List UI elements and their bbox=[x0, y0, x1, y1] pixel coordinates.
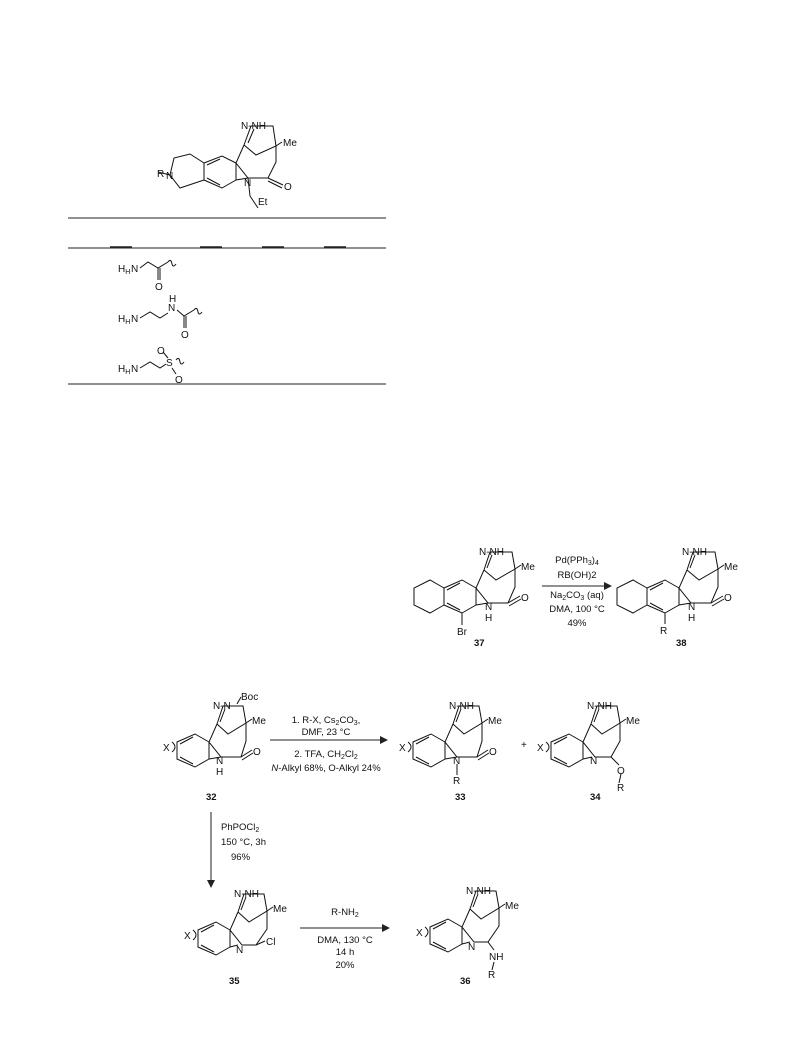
suzuki-cond-yield: 49% bbox=[567, 618, 587, 629]
table-core-lactam-n-label: N bbox=[244, 178, 252, 189]
c38-compound-number: 38 bbox=[676, 638, 687, 649]
svg-text:HH: $H_H$ bbox=[118, 364, 131, 376]
c37-nh-label: N-NH bbox=[479, 547, 504, 558]
alkyl-cond-1: 1. R-X, $Cs_2CO_3$, bbox=[291, 715, 361, 727]
c36-compound-number: 36 bbox=[460, 976, 471, 987]
svg-text:N: N bbox=[131, 364, 139, 375]
suzuki-cond-catalyst: $Pd(PPh_3)_4$ bbox=[555, 555, 599, 567]
c34-n-label: N bbox=[590, 756, 598, 767]
c38-r-label: R bbox=[660, 626, 668, 637]
c34-compound-number: 34 bbox=[590, 792, 601, 803]
compound-38-structure bbox=[617, 552, 724, 624]
suzuki-cond-base: $Na_2CO_3$ (aq) bbox=[550, 590, 604, 602]
c32-nn-label: N-N bbox=[213, 701, 231, 712]
table-core-ring-n-label: N bbox=[166, 171, 174, 182]
c34-o-label: O bbox=[617, 766, 625, 777]
plus-sign: + bbox=[521, 740, 527, 751]
c35-compound-number: 35 bbox=[229, 976, 240, 987]
table-core-structure bbox=[158, 126, 283, 208]
svg-text:O: O bbox=[175, 375, 183, 386]
compound-37-structure bbox=[414, 552, 521, 625]
c36-n-label: N bbox=[468, 942, 476, 953]
c34-me-label: Me bbox=[626, 716, 640, 727]
alkyl-cond-2: DMF, 23 °C bbox=[301, 727, 351, 738]
svg-text:O: O bbox=[155, 282, 163, 293]
table-core-oxo-label: O bbox=[284, 182, 292, 193]
c36-nh-label: N-NH bbox=[466, 886, 491, 897]
c38-me-label: Me bbox=[724, 562, 738, 573]
c38-h-label: H bbox=[688, 613, 696, 624]
amin-cond-4: 20% bbox=[335, 960, 355, 971]
svg-text:O: O bbox=[181, 330, 189, 341]
chlorination-arrowhead bbox=[207, 880, 215, 888]
alkyl-cond-4: N-Alkyl 68%, O-Alkyl 24% bbox=[271, 763, 381, 774]
c37-br-label: Br bbox=[457, 627, 467, 638]
c34-r-label: R bbox=[617, 783, 625, 794]
table-core-nh-label: N-NH bbox=[241, 121, 266, 132]
c35-cl-label: Cl bbox=[266, 937, 276, 948]
chlor-cond-1: PhPOCl$_2$ bbox=[221, 822, 260, 834]
c36-x-label: X bbox=[416, 928, 423, 939]
amination-arrowhead bbox=[382, 924, 390, 932]
table-core-me-label: Me bbox=[283, 138, 297, 149]
suzuki-cond-solvent: DMA, 100 °C bbox=[549, 604, 605, 615]
svg-text:N: N bbox=[168, 303, 176, 314]
c37-compound-number: 37 bbox=[474, 638, 485, 649]
compound-33-structure bbox=[408, 706, 489, 775]
c33-nh-label: N-NH bbox=[449, 701, 474, 712]
suzuki-arrowhead bbox=[604, 582, 612, 590]
c33-r-label: R bbox=[453, 776, 461, 787]
chlor-cond-3: 96% bbox=[231, 852, 251, 863]
c34-nh-label: N-NH bbox=[587, 701, 612, 712]
compound-34-structure bbox=[546, 706, 626, 783]
c34-x-label: X bbox=[537, 743, 544, 754]
svg-text:O: O bbox=[157, 346, 165, 357]
c32-o-label: O bbox=[253, 747, 261, 758]
c33-me-label: Me bbox=[488, 716, 502, 727]
c33-n-label: N bbox=[453, 756, 461, 767]
table-row-3-substituent bbox=[118, 346, 184, 386]
svg-text:S: S bbox=[166, 358, 173, 369]
alkyl-cond-3: 2. TFA, $CH_2Cl_2$ bbox=[294, 749, 358, 761]
table-core-r-label: R bbox=[157, 169, 165, 180]
suzuki-cond-boronic: RB(OH)2 bbox=[557, 570, 597, 581]
c37-h-label: H bbox=[485, 613, 493, 624]
c32-x-label: X bbox=[163, 743, 170, 754]
table-row-1-substituent bbox=[118, 260, 176, 293]
c37-me-label: Me bbox=[521, 562, 535, 573]
c35-me-label: Me bbox=[273, 904, 287, 915]
c33-compound-number: 33 bbox=[455, 792, 466, 803]
c38-n-label: N bbox=[688, 602, 696, 613]
c35-x-label: X bbox=[184, 931, 191, 942]
svg-text:HH: $H_H$ bbox=[118, 314, 131, 326]
table-core-et-label: Et bbox=[258, 197, 268, 208]
c33-x-label: X bbox=[399, 743, 406, 754]
amin-cond-2: DMA, 130 °C bbox=[317, 935, 373, 946]
c35-n-label: N bbox=[236, 945, 244, 956]
compound-35-structure bbox=[193, 894, 276, 955]
c37-o-label: O bbox=[521, 593, 529, 604]
c32-boc-label: Boc bbox=[241, 692, 259, 703]
c32-h-label: H bbox=[216, 767, 224, 778]
svg-text:N: N bbox=[131, 264, 139, 275]
c38-o-label: O bbox=[724, 593, 732, 604]
svg-text:H: H bbox=[169, 294, 177, 305]
svg-text:HH: $H_H$ bbox=[118, 264, 131, 276]
amin-cond-1: $R-NH_2$ bbox=[331, 907, 359, 919]
c32-n-label: N bbox=[216, 756, 224, 767]
c36-amine-nh-label: NH bbox=[489, 952, 504, 963]
c36-r-label: R bbox=[488, 970, 496, 981]
chlor-cond-2: 150 °C, 3h bbox=[221, 837, 266, 848]
c33-o-label: O bbox=[489, 747, 497, 758]
table-row-2-substituent bbox=[118, 294, 202, 341]
c37-n-label: N bbox=[485, 602, 493, 613]
c35-nh-label: N-NH bbox=[234, 889, 259, 900]
amin-cond-3: 14 h bbox=[335, 947, 355, 958]
alkylation-arrowhead bbox=[380, 736, 388, 744]
c32-me-label: Me bbox=[252, 716, 266, 727]
c32-compound-number: 32 bbox=[206, 792, 217, 803]
c36-me-label: Me bbox=[505, 901, 519, 912]
svg-text:N: N bbox=[131, 314, 139, 325]
c38-nh-label: N-NH bbox=[682, 547, 707, 558]
